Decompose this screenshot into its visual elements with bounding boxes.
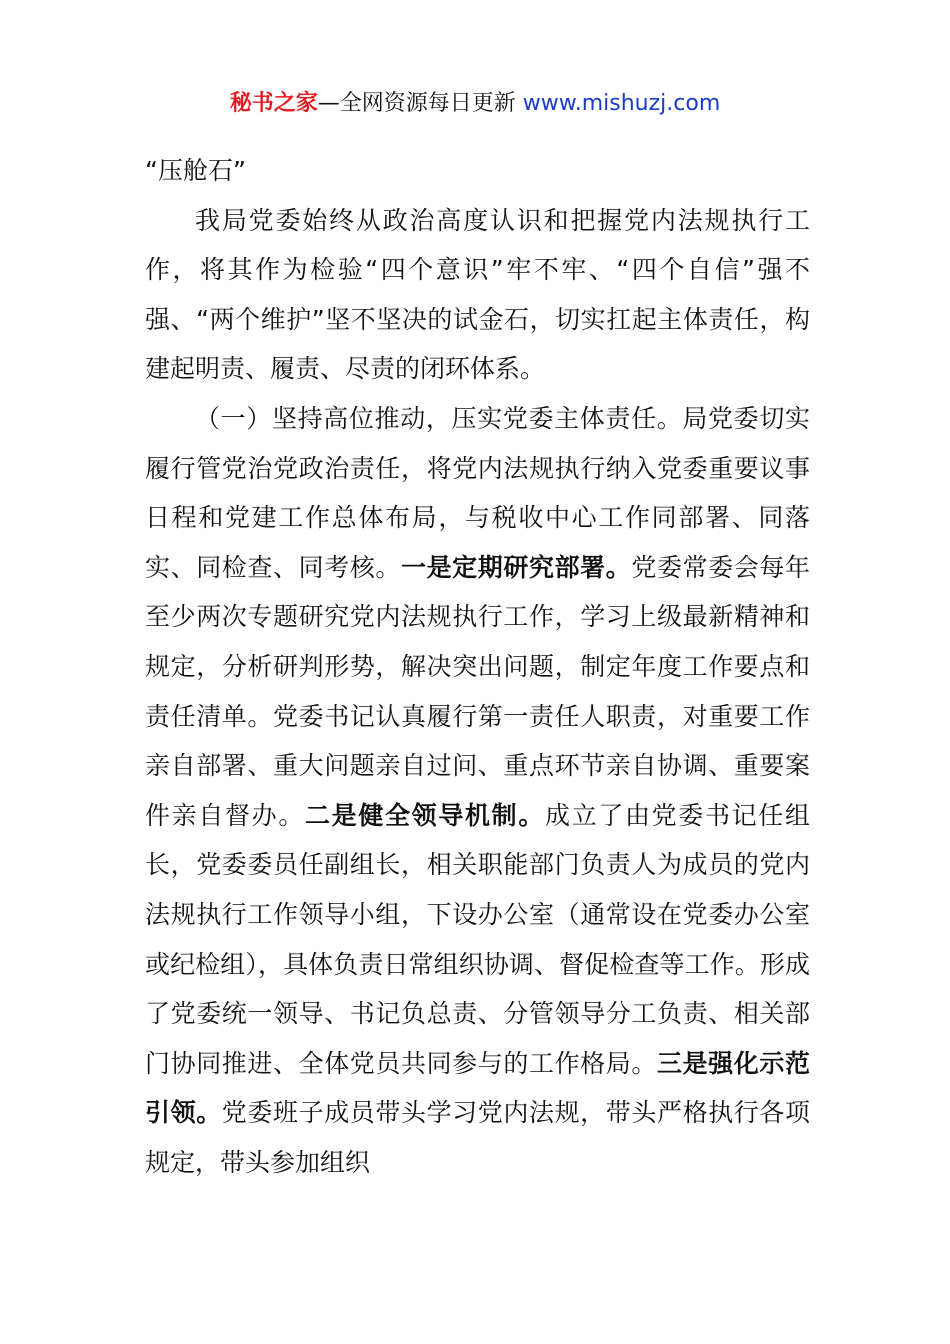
site-tagline: —全网资源每日更新	[317, 91, 523, 116]
page-header	[0, 88, 950, 120]
paragraph-section-one	[145, 394, 810, 1188]
bold-point-one: 一是定期研究部署。	[400, 552, 632, 582]
site-url: www.mishuzj.com	[522, 91, 721, 116]
paragraph-intro: 我局党委始终从政治高度认识和把握党内法规执行工作，将其作为检验“四个意识”牢不牢、“四个自信”强不强、“两个维护”坚不坚决的试金石，切实扛起主体责任，构建起明责、履责、尽责的闭环体系。	[145, 205, 810, 384]
paragraph-segment: 成立了由党委书记任组长，党委委员任副组长，相关职能部门负责人为成员的党内法规执行工作领导小组，下设办公室（通常设在党委办公室或纪检组），具体负责日常组织协调、督促检查等工作。形成了党委统一领导、书记负总责、分管领导分工负责、相关部门协同推进、全体党员共同参与的工作格局。	[145, 800, 810, 1078]
paragraph-segment: 党委常委会每年至少两次专题研究党内法规执行工作，学习上级最新精神和规定，分析研判形势，解决突出问题，制定年度工作要点和责任清单。党委书记认真履行第一责任人职责，对重要工作亲自部署、重大问题亲自过问、重点环节亲自协调、重要案件亲自督办。	[145, 552, 810, 830]
site-brand: 秘书之家	[229, 91, 318, 116]
paragraph-segment: （一）坚持高位推动，压实党委主体责任。局党委切实履行管党治党政治责任，将党内法规执行纳入党委重要议事日程和党建工作总体布局，与税收中心工作同部署、同落实、同检查、同考核。	[145, 403, 810, 582]
document-body	[145, 146, 810, 1187]
paragraph-continuation: “压舱石”	[145, 156, 246, 185]
paragraph-segment: 党委班子成员带头学习党内法规，带头严格执行各项规定，带头参加组织	[145, 1098, 810, 1177]
bold-point-two: 二是健全领导机制。	[305, 800, 545, 830]
bold-point-three: 三是强化示范引领。	[145, 1048, 810, 1128]
